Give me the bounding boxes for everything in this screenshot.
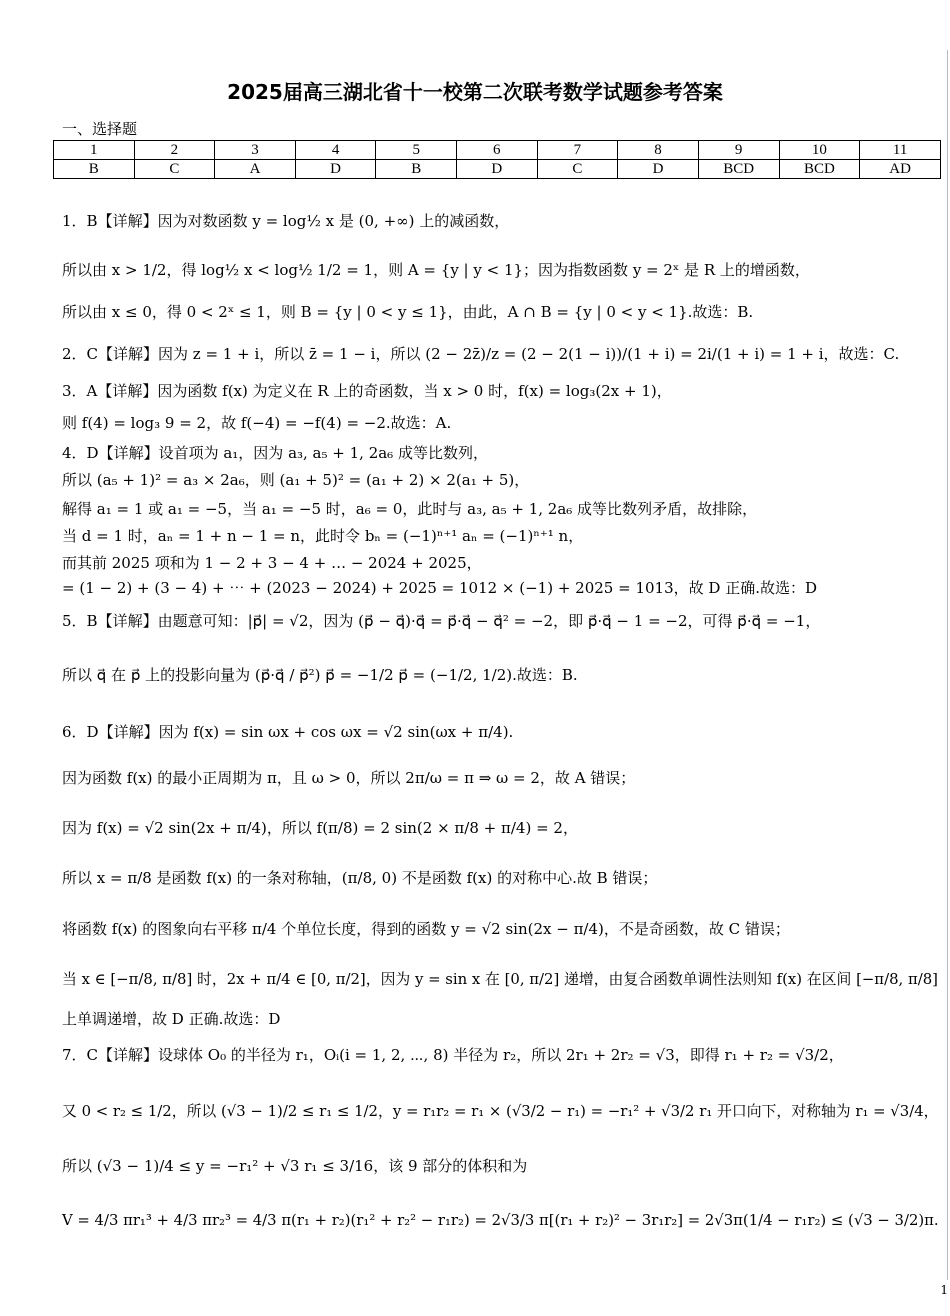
page-edge-divider [947,50,948,1280]
solution-line: 1．B【详解】因为对数函数 y = log½ x 是 (0, +∞) 上的减函数， [62,212,510,230]
solution-line: 所以由 x ≤ 0，得 0 < 2ˣ ≤ 1，则 B = {y | 0 < y ≤ 1}，由此，A ∩ B = {y | 0 < y < 1}.故选：B. [62,303,754,321]
answer-key: C [134,160,215,179]
question-number: 6 [457,141,538,160]
solution-line: 所以 q⃗ 在 p⃗ 上的投影向量为 (p⃗·q⃗ / p⃗²) p⃗ = −1/2 p⃗ = (−1/2, 1/2).故选：B. [62,666,578,684]
answer-key: D [295,160,376,179]
solution-line: 2．C【详解】因为 z = 1 + i，所以 z̄ = 1 − i，所以 (2 − 2z̄)/z = (2 − 2(1 − i))/(1 + i) = 2i/(1 + i) = 1 + i，故选：C. [62,345,900,363]
solution-line: 3．A【详解】因为函数 f(x) 为定义在 R 上的奇函数，当 x > 0 时，f(x) = log₃(2x + 1)， [62,382,672,400]
solution-line: 当 x ∈ [−π/8, π/8] 时，2x + π/4 ∈ [0, π/2]，因为 y = sin x 在 [0, π/2] 递增，由复合函数单调性法则知 f(x) 在区间 [−π/8, π/8] [62,970,938,988]
solution-line: 所以 x = π/8 是函数 f(x) 的一条对称轴，(π/8, 0) 不是函数 f(x) 的对称中心.故 B 错误； [62,869,658,887]
solution-line: 解得 a₁ = 1 或 a₁ = −5，当 a₁ = −5 时，a₆ = 0，此时与 a₃, a₅ + 1, 2a₆ 成等比数列矛盾，故排除， [62,500,758,518]
question-number: 10 [779,141,860,160]
solution-line: 5．B【详解】由题意可知：|p⃗| = √2，因为 (p⃗ − q⃗)·q⃗ = p⃗·q⃗ − q⃗² = −2，即 p⃗·q⃗ − 1 = −2，可得 p⃗·q⃗ = −1， [62,612,821,630]
answer-key: D [457,160,538,179]
solution-line: 又 0 < r₂ ≤ 1/2，所以 (√3 − 1)/2 ≤ r₁ ≤ 1/2，y = r₁r₂ = r₁ × (√3/2 − r₁) = −r₁² + √3/2 r₁ 开口向下，对称轴为 r₁ = √3/4， [62,1102,939,1120]
answer-key: B [54,160,135,179]
solution-line: 所以 (√3 − 1)/4 ≤ y = −r₁² + √3 r₁ ≤ 3/16，该 9 部分的体积和为 [62,1157,528,1175]
solution-line: 而其前 2025 项和为 1 − 2 + 3 − 4 + … − 2024 + 2025， [62,554,482,572]
page-title: 2025届高三湖北省十一校第二次联考数学试题参考答案 [227,80,723,104]
question-number: 11 [860,141,941,160]
solution-line: 所以由 x > 1/2，得 log½ x < log½ 1/2 = 1，则 A = {y | y < 1}；因为指数函数 y = 2ˣ 是 R 上的增函数， [62,261,810,279]
page-number: 1 [940,1283,948,1297]
answer-key: D [618,160,699,179]
question-number: 7 [537,141,618,160]
solution-line: 因为 f(x) = √2 sin(2x + π/4)，所以 f(π/8) = 2 sin(2 × π/8 + π/4) = 2， [62,819,578,837]
answer-table-numbers-row [54,141,941,160]
solution-line: 则 f(4) = log₃ 9 = 2，故 f(−4) = −f(4) = −2.故选：A. [62,414,452,432]
solution-line: 上单调递增，故 D 正确.故选：D [62,1010,281,1028]
section-heading: 一、选择题 [62,120,138,138]
answer-key: BCD [779,160,860,179]
question-number: 4 [295,141,376,160]
question-number: 5 [376,141,457,160]
solution-line: 将函数 f(x) 的图象向右平移 π/4 个单位长度，得到的函数 y = √2 sin(2x − π/4)，不是奇函数，故 C 错误； [62,920,790,938]
question-number: 8 [618,141,699,160]
solution-line: 当 d = 1 时，aₙ = 1 + n − 1 = n，此时令 bₙ = (−1)ⁿ⁺¹ aₙ = (−1)ⁿ⁺¹ n， [62,527,584,545]
answer-key: C [537,160,618,179]
answer-key: B [376,160,457,179]
question-number: 1 [54,141,135,160]
question-number: 3 [215,141,296,160]
solution-line: 4．D【详解】设首项为 a₁，因为 a₃, a₅ + 1, 2a₆ 成等比数列， [62,444,488,462]
solution-line: = (1 − 2) + (3 − 4) + ⋯ + (2023 − 2024) + 2025 = 1012 × (−1) + 2025 = 1013，故 D 正确.故选：D [62,579,817,597]
answer-key: A [215,160,296,179]
question-number: 9 [698,141,779,160]
solution-line: 所以 (a₅ + 1)² = a₃ × 2a₆，则 (a₁ + 5)² = (a₁ + 2) × 2(a₁ + 5)， [62,471,530,489]
solution-line: 6．D【详解】因为 f(x) = sin ωx + cos ωx = √2 sin(ωx + π/4). [62,723,514,741]
answer-table-keys-row [54,160,941,179]
solution-line: 因为函数 f(x) 的最小正周期为 π，且 ω > 0，所以 2π/ω = π ⇒ ω = 2，故 A 错误； [62,769,636,787]
question-number: 2 [134,141,215,160]
answer-key: BCD [698,160,779,179]
answer-table [53,140,941,179]
solution-line: 7．C【详解】设球体 O₀ 的半径为 r₁，Oᵢ(i = 1, 2, ⋯, 8) 半径为 r₂，所以 2r₁ + 2r₂ = √3，即得 r₁ + r₂ = √3/2， [62,1046,844,1064]
answer-key: AD [860,160,941,179]
solution-line: V = 4/3 πr₁³ + 4/3 πr₂³ = 4/3 π(r₁ + r₂)(r₁² + r₂² − r₁r₂) = 2√3/3 π[(r₁ + r₂)² − 3r₁r₂] = 2√3π(1/4 − r₁r₂) ≤ (√3 − 3/2)π. [62,1211,939,1229]
